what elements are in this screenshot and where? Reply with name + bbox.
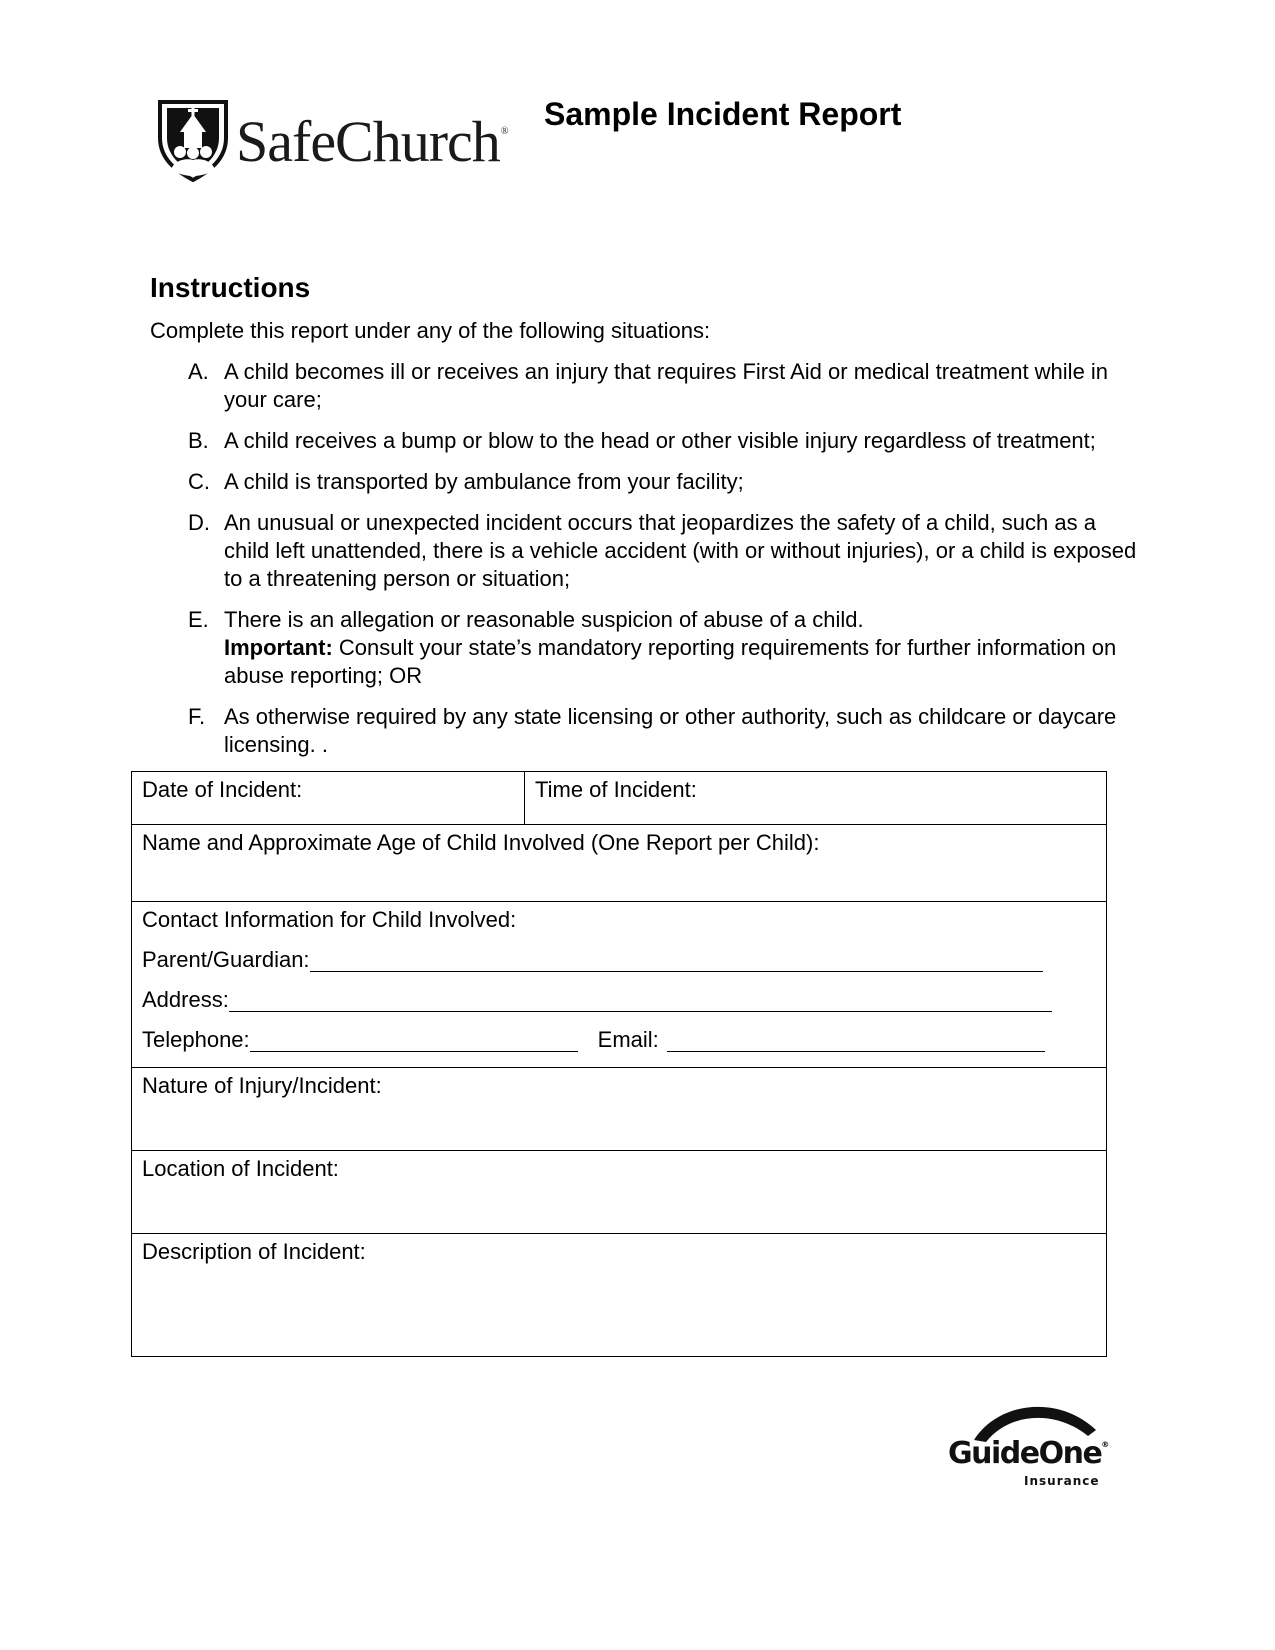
time-label: Time of Incident: — [535, 777, 697, 802]
parent-guardian-line[interactable] — [310, 947, 1043, 972]
list-item — [150, 703, 1140, 759]
item-letter: B. — [188, 428, 209, 453]
date-of-incident-field[interactable] — [132, 772, 525, 825]
item-text: As otherwise required by any state licensing or other authority, such as childcare or daycare licensing. . — [224, 704, 1117, 757]
contact-heading: Contact Information for Child Involved: — [142, 907, 517, 932]
location-label: Location of Incident: — [142, 1156, 339, 1181]
date-label: Date of Incident: — [142, 777, 303, 802]
guideone-wordmark: GuideOne® — [948, 1436, 1108, 1471]
nature-label: Nature of Injury/Incident: — [142, 1073, 382, 1098]
important-label: Important: — [224, 635, 333, 660]
list-item — [150, 427, 1140, 455]
email-line[interactable] — [667, 1027, 1045, 1052]
item-letter: D. — [188, 510, 210, 535]
incident-form — [131, 771, 1107, 1357]
item-letter: C. — [188, 469, 210, 494]
item-text: A child is transported by ambulance from your facility; — [224, 469, 744, 494]
child-name-age-field[interactable] — [132, 825, 1107, 902]
item-text: A child receives a bump or blow to the head or other visible injury regardless of treatment; — [224, 428, 1096, 453]
list-item — [150, 509, 1140, 593]
instructions-intro: Complete this report under any of the following situations: — [150, 318, 711, 343]
description-label: Description of Incident: — [142, 1239, 366, 1264]
time-of-incident-field[interactable] — [525, 772, 1107, 825]
safechurch-logo — [156, 98, 516, 184]
item-letter: F. — [188, 704, 206, 729]
description-of-incident-field[interactable] — [132, 1234, 1107, 1357]
list-item — [150, 468, 1140, 496]
shield-icon — [156, 98, 230, 182]
item-text: A child becomes ill or receives an injury that requires First Aid or medical treatment while in your care; — [224, 359, 1109, 412]
nature-of-injury-field[interactable] — [132, 1068, 1107, 1151]
important-text: Consult your state’s mandatory reporting requirements for further information on abuse reporting; OR — [224, 635, 1117, 688]
child-label: Name and Approximate Age of Child Involved (One Report per Child): — [142, 830, 820, 855]
instructions-heading: Instructions — [150, 272, 311, 303]
registered-mark: ® — [1101, 1440, 1108, 1449]
guideone-logo — [938, 1390, 1108, 1490]
telephone-line[interactable] — [250, 1027, 578, 1052]
list-item — [150, 606, 1140, 690]
location-of-incident-field[interactable] — [132, 1151, 1107, 1234]
item-text: An unusual or unexpected incident occurs that jeopardizes the safety of a child, such as a child left unattended, there is a vehicle accident (with or without injuries), or a child is exposed to a threatening person or situation; — [224, 510, 1137, 591]
list-item — [150, 358, 1140, 414]
logo-wordmark: SafeChurch® — [236, 109, 508, 174]
item-text: There is an allegation or reasonable suspicion of abuse of a child. — [224, 607, 864, 632]
registered-mark: ® — [500, 126, 508, 137]
item-letter: E. — [188, 607, 209, 632]
situations-list — [150, 358, 1140, 772]
telephone-label: Telephone: — [142, 1027, 250, 1052]
parent-label: Parent/Guardian: — [142, 947, 310, 972]
guideone-subtext: Insurance — [1024, 1474, 1100, 1488]
item-letter: A. — [188, 359, 209, 384]
address-line[interactable] — [229, 987, 1052, 1012]
page-title: Sample Incident Report — [544, 96, 902, 132]
email-label: Email: — [597, 1027, 659, 1052]
contact-info-section — [132, 902, 1107, 1068]
address-label: Address: — [142, 987, 229, 1012]
